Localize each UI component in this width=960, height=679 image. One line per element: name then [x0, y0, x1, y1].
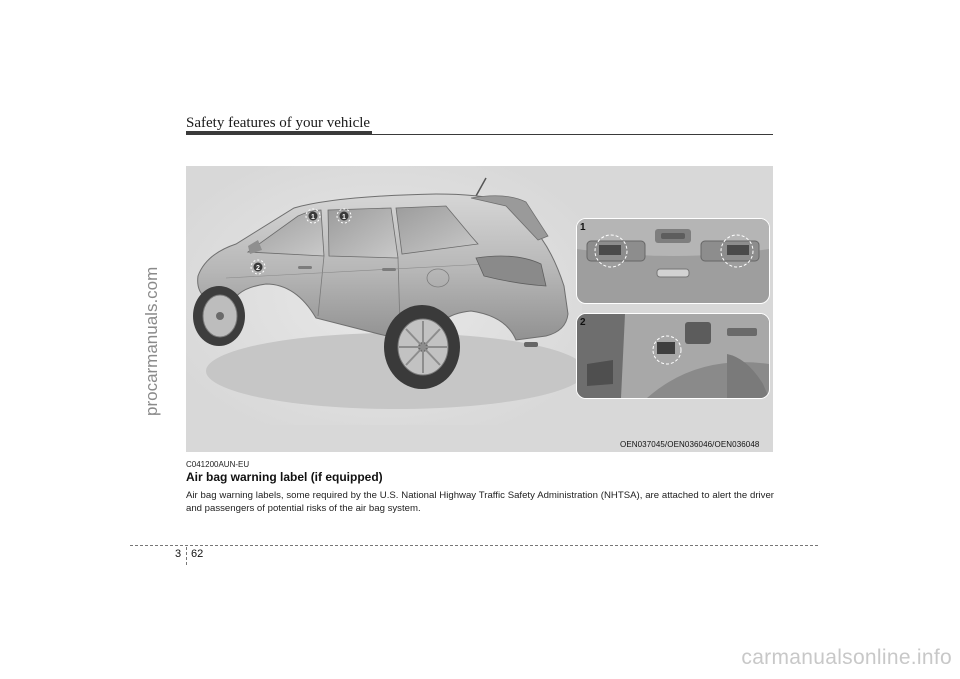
sun-visor-illustration [577, 219, 769, 303]
rear-wheel [384, 305, 460, 389]
dashboard-illustration [577, 314, 769, 398]
callout-1-label-b: 1 [342, 214, 346, 221]
bottom-watermark: carmanualsonline.info [741, 646, 952, 669]
side-watermark: procarmanuals.com [142, 266, 161, 416]
section-code: C041200AUN-EU [186, 460, 250, 469]
header-rule [186, 134, 773, 135]
page-number: 62 [191, 548, 204, 560]
inset-2-number: 2 [580, 317, 586, 328]
vehicle-illustration [186, 166, 582, 425]
callout-2-label: 2 [256, 265, 260, 272]
section-title: Air bag warning label (if equipped) [186, 470, 383, 484]
inset-sun-visors [576, 218, 770, 304]
section-body: Air bag warning labels, some required by the U.S. National Highway Traffic Safety Administration (NHTSA), are attached to alert the driver and passengers of potential risks of the air bag system. [186, 490, 774, 514]
footer-rule [130, 545, 818, 546]
front-wheel [193, 286, 245, 346]
chapter-number: 3 [175, 548, 182, 560]
callout-1-label: 1 [311, 214, 315, 221]
inset-1-number: 1 [580, 222, 586, 233]
figure-code: OEN037045/OEN036046/OEN036048 [620, 440, 760, 449]
inset-dashboard-side [576, 313, 770, 399]
footer-divider [186, 547, 187, 565]
page-header-title: Safety features of your vehicle [186, 115, 371, 131]
